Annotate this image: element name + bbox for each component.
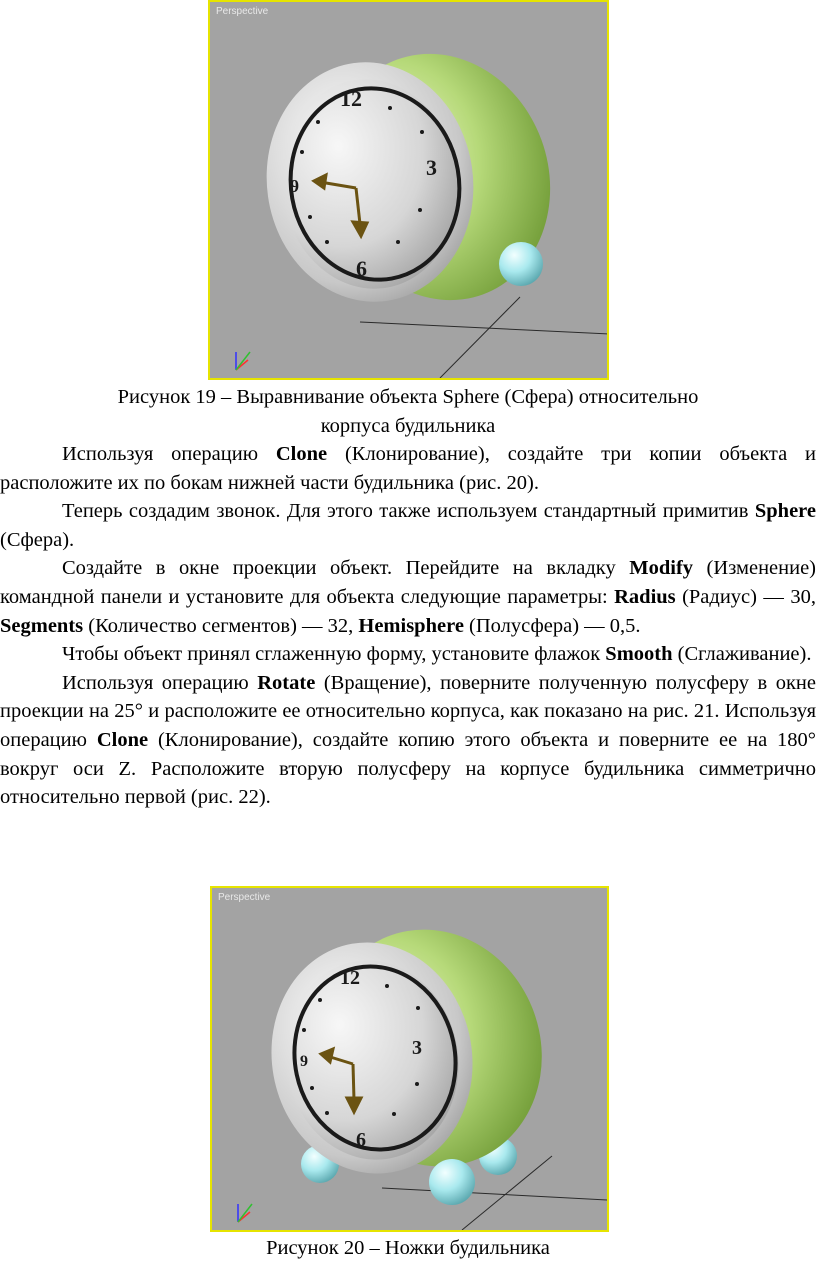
paragraph-3: Создайте в окне проекции объект. Перейдите на вкладку Modify (Изменение) командной панели и установите для объекта следующие параметры: Radius (Радиус) — 30, Segments (Количество сегментов) — 32, Hemisphere (Полусфера) — 0,5. xyxy=(0,557,816,637)
dial-number-12: 12 xyxy=(340,967,360,989)
dial-number-3: 3 xyxy=(412,1037,422,1059)
dial-number-3: 3 xyxy=(426,155,437,180)
paragraph-2: Теперь создадим звонок. Для этого также используем стандартный примитив Sphere (Сфера). xyxy=(0,500,816,551)
dial-number-6: 6 xyxy=(356,256,367,281)
clock-render xyxy=(210,2,607,378)
figure-19-caption: Рисунок 19 – Выравнивание объекта Sphere (Сфера) относительно корпуса будильника xyxy=(117,386,699,437)
dial-number-6: 6 xyxy=(356,1129,366,1151)
axis-gizmo xyxy=(238,1204,252,1222)
clock-render xyxy=(212,888,607,1230)
ground-line xyxy=(440,297,520,378)
viewport-label[interactable]: Perspective xyxy=(216,6,269,17)
axis-gizmo xyxy=(236,352,250,370)
body-text xyxy=(0,440,816,812)
ground-line xyxy=(382,1188,607,1200)
dial-number-12: 12 xyxy=(340,86,362,111)
paragraph-4: Чтобы объект принял сглаженную форму, установите флажок Smooth (Сглаживание). xyxy=(62,643,812,666)
paragraph-1: Используя операцию Clone (Клонирование), создайте три копии объекта и расположите их по бокам нижней части будильника (рис. 20). xyxy=(0,443,816,494)
paragraph-5: Используя операцию Rotate (Вращение), поверните полученную полусферу в окне проекции на 25° и расположите ее относительно корпуса, как показано на рис. 21. Используя операцию Clone (Клонирование), создайте копию этого объекта и поверните ее на 180° вокруг оси Z. Расположите вторую полусферу на корпусе будильника симметрично относительно первой (рис. 22). xyxy=(0,671,816,809)
ground-line xyxy=(360,322,607,334)
viewport-label[interactable]: Perspective xyxy=(218,892,271,903)
viewport-figure-19[interactable] xyxy=(208,0,609,380)
dial-number-9: 9 xyxy=(300,1053,308,1070)
viewport-figure-20[interactable] xyxy=(210,886,609,1232)
figure-20-caption: Рисунок 20 – Ножки будильника xyxy=(266,1237,550,1259)
dial-number-9: 9 xyxy=(290,176,299,196)
leg-sphere xyxy=(499,242,543,286)
leg-sphere xyxy=(429,1159,475,1205)
